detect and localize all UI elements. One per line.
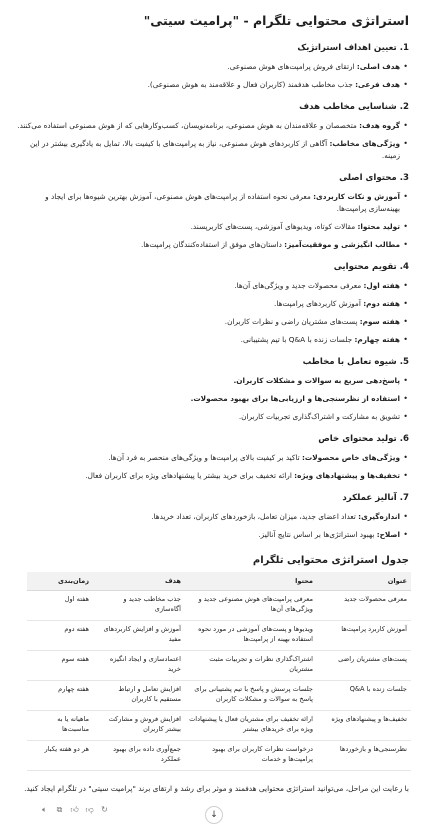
section-heading: 7. آنالیز عملکرد (342, 493, 409, 503)
strategy-table (27, 572, 411, 771)
section-heading: 4. تقویم محتوایی (333, 262, 409, 272)
list-item (12, 61, 400, 73)
table-cell: هر دو هفته یکبار (27, 741, 93, 771)
list-item (12, 452, 400, 464)
table-row (27, 591, 411, 621)
thumbs-down-icon[interactable]: 👎︎ (85, 805, 94, 814)
item-label: پاسخ‌دهی سریع به سوالات و مشکلات کاربران. (233, 376, 400, 385)
section (12, 356, 409, 423)
table-cell: افزایش تعامل و ارتباط مستقیم با کاربران (93, 681, 185, 711)
table-cell: هفته چهارم (27, 681, 93, 711)
table-cell: جمع‌آوری داده برای بهبود عملکرد (93, 741, 185, 771)
list-item (12, 393, 400, 405)
table-cell: ارائه تخفیف برای مشتریان فعال یا پیشنهادات ویژه برای خریدهای بیشتر (185, 711, 317, 741)
page-title: استراتژی محتوایی تلگرام - "پرامیت سیتی" (143, 13, 409, 28)
regenerate-icon[interactable]: ↻ (101, 805, 108, 814)
table-row (27, 621, 411, 651)
table-body (27, 591, 411, 771)
table-row (27, 651, 411, 681)
list-item (12, 470, 400, 482)
message-actions (40, 805, 109, 814)
item-label: ویژگی‌های مخاطب: (329, 139, 400, 148)
table-cell: ماهیانه یا به مناسبت‌ها (27, 711, 93, 741)
item-label: ویژگی‌های خاص محصولات: (301, 453, 400, 462)
item-text: ارائه تخفیف برای خرید بیشتر یا پیشنهادهای ویژه برای کاربران فعال. (85, 471, 295, 480)
item-label: هفته اول: (363, 281, 400, 290)
table-cell: معرفی محصولات جدید (317, 591, 411, 621)
item-text: آگاهی از کاربردهای هوش مصنوعی، نیاز به پرامپت‌های با کیفیت بالا، تمایل به یادگیری بیشتر در این زمینه. (29, 139, 400, 160)
item-text: مقالات کوتاه، ویدیوهای آموزشی، پست‌های کاربرپسند. (190, 222, 358, 231)
list-item (12, 375, 400, 387)
sections (12, 42, 409, 541)
list-item (12, 120, 400, 132)
list-item (12, 334, 400, 346)
section-heading: 6. تولید محتوای خاص (318, 434, 409, 444)
table-cell: افزایش فروش و مشارکت بیشتر کاربران (93, 711, 185, 741)
table-header-cell: هدف (93, 572, 185, 591)
item-label: تخفیف‌ها و پیشنهادهای ویژه: (294, 471, 400, 480)
section (12, 172, 409, 251)
table-cell: اعتمادسازی و ایجاد انگیزه خرید (93, 651, 185, 681)
list-item (12, 191, 400, 215)
table-row (27, 681, 411, 711)
table-cell: پست‌های مشتریان راضی (317, 651, 411, 681)
table-header-cell: زمان‌بندی (27, 572, 93, 591)
copy-icon[interactable]: ⧉ (56, 805, 63, 814)
item-text: تشویق به مشارکت و اشتراک‌گذاری تجربیات کاربران. (238, 412, 400, 421)
item-label: هفته دوم: (363, 299, 400, 308)
table-cell: تخفیف‌ها و پیشنهادهای ویژه (317, 711, 411, 741)
item-text: داستان‌های موفق از استفاده‌کنندگان پرامپت‌ها. (140, 240, 285, 249)
table-cell: هفته دوم (27, 621, 93, 651)
list-item (12, 280, 400, 292)
table-cell: جذب مخاطب جدید و آگاه‌سازی (93, 591, 185, 621)
item-label: اصلاح: (376, 530, 400, 539)
table-header-cell: محتوا (185, 572, 317, 591)
item-text: جذب مخاطب هدفمند (کاربران فعال و علاقه‌مند به هوش مصنوعی). (147, 80, 356, 89)
table-cell: اشتراک‌گذاری نظرات و تجربیات مثبت مشتریان (185, 651, 317, 681)
table-wrapper[interactable] (12, 572, 409, 771)
section (12, 433, 409, 482)
table-header-row (27, 572, 411, 591)
table-cell: ویدیوها و پست‌های آموزشی در مورد نحوه استفاده بهینه از پرامپت‌ها (185, 621, 317, 651)
table-cell: نظرسنجی‌ها و بازخوردها (317, 741, 411, 771)
table-cell: هفته اول (27, 591, 93, 621)
table-row (27, 711, 411, 741)
item-label: آموزش و نکات کاربردی: (313, 192, 400, 201)
item-text: معرفی نحوه استفاده از پرامپت‌های هوش مصنوعی، آموزش بهترین شیوه‌ها برای ایجاد و بهینه‌سازی پرامپت‌ها. (45, 192, 400, 213)
item-text: تعداد اعضای جدید، میزان تعامل، بازخوردهای کاربران، تعداد خریدها. (151, 512, 359, 521)
list-item (12, 79, 400, 91)
item-text: تاکید بر کیفیت بالای پرامپت‌ها و ویژگی‌های منحصر به فرد آن‌ها. (108, 453, 302, 462)
item-label: هدف فرعی: (355, 80, 400, 89)
scroll-down-button[interactable]: ↓ (205, 806, 223, 824)
section (12, 261, 409, 346)
list-item (12, 511, 400, 523)
item-label: هدف اصلی: (356, 62, 400, 71)
list-item (12, 239, 400, 251)
section (12, 42, 409, 91)
section-heading: 3. محتوای اصلی (339, 173, 409, 183)
list-item (12, 221, 400, 233)
table-title: جدول استراتژی محتوایی تلگرام (252, 555, 409, 566)
item-text: آموزش کاربردهای پرامپت‌ها. (274, 299, 364, 308)
item-label: گروه هدف: (359, 121, 400, 130)
table-row (27, 741, 411, 771)
table-cell: درخواست نظرات کاربران برای بهبود پرامپت‌ها و خدمات (185, 741, 317, 771)
table-cell: آموزش کاربرد پرامپت‌ها (317, 621, 411, 651)
table-cell: جلسات زنده با Q&A (317, 681, 411, 711)
thumbs-up-icon[interactable]: 👍︎ (70, 805, 79, 814)
item-label: هفته سوم: (359, 317, 400, 326)
closing-paragraph: با رعایت این مراحل، می‌توانید استراتژی محتوایی هدفمند و موثر برای رشد و ارتقای برند "پرامیت سیتی" در تلگرام ایجاد کنید. (24, 784, 409, 793)
table-cell: جلسات پرسش و پاسخ با تیم پشتیبانی برای پاسخ به سوالات و مشکلات کاربران (185, 681, 317, 711)
table-cell: آموزش و افزایش کاربردهای مفید (93, 621, 185, 651)
table-cell: هفته سوم (27, 651, 93, 681)
section-heading: 5. شیوه تعامل با مخاطب (302, 357, 409, 367)
section-heading: 1. تعیین اهداف استراتژیک (297, 43, 409, 53)
item-label: هفته چهارم: (354, 335, 400, 344)
list-item (12, 138, 400, 162)
item-label: استفاده از نظرسنجی‌ها و ارزیابی‌ها برای بهبود محصولات. (190, 394, 400, 403)
section (12, 101, 409, 162)
speaker-icon[interactable]: 🔈︎ (42, 805, 47, 814)
table-cell: معرفی پرامپت‌های هوش مصنوعی جدید و ویژگی‌های آن‌ها (185, 591, 317, 621)
item-text: بهبود استراتژی‌ها بر اساس نتایج آنالیز. (258, 530, 377, 539)
item-text: ارتقای فروش پرامپت‌های هوش مصنوعی. (227, 62, 357, 71)
section-heading: 2. شناسایی مخاطب هدف (299, 102, 409, 112)
list-item (12, 411, 400, 423)
item-label: مطالب انگیزشی و موفقیت‌آمیز: (284, 240, 400, 249)
list-item (12, 529, 400, 541)
item-text: پست‌های مشتریان راضی و نظرات کاربران. (224, 317, 360, 326)
item-label: تولید محتوا: (357, 222, 400, 231)
list-item (12, 298, 400, 310)
table-header-cell: عنوان (317, 572, 411, 591)
item-text: متخصصان و علاقه‌مندان به هوش مصنوعی، برنامه‌نویسان، کسب‌وکارهایی که از هوش مصنوعی استفاده می‌کنند. (17, 121, 360, 130)
list-item (12, 316, 400, 328)
item-label: اندازه‌گیری: (358, 512, 400, 521)
section (12, 492, 409, 541)
item-text: معرفی محصولات جدید و ویژگی‌های آن‌ها. (234, 281, 364, 290)
item-text: جلسات زنده با Q&A با تیم پشتیبانی. (240, 335, 355, 344)
